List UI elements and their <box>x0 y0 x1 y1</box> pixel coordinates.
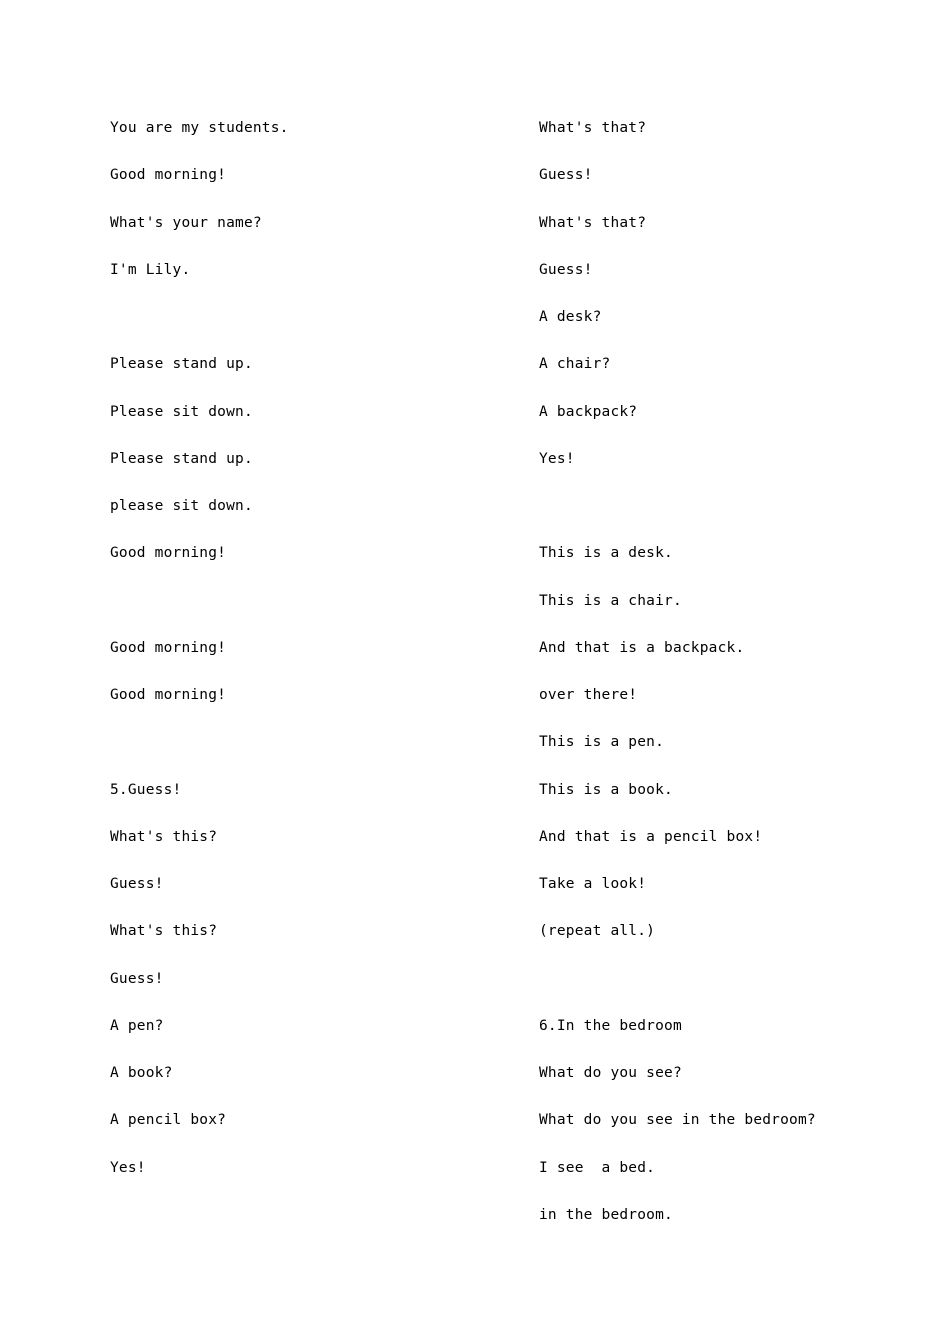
text-line: Please stand up. <box>110 356 253 373</box>
text-line <box>110 590 510 637</box>
text-line: in the bedroom. <box>539 1206 673 1223</box>
text-line: A backpack? <box>539 403 638 420</box>
text-line <box>539 495 939 542</box>
text-line: This is a book. <box>539 781 673 798</box>
text-line: Guess! <box>110 876 164 892</box>
text-line: What's this? <box>110 828 218 845</box>
text-line: A desk? <box>539 309 602 325</box>
text-line: Take a look! <box>539 876 647 892</box>
text-line: Please sit down. <box>110 403 253 420</box>
text-line: This is a desk. <box>539 545 673 562</box>
text-line: A pencil box? <box>110 1112 227 1129</box>
text-line: What's that? <box>539 214 647 231</box>
text-line: What do you see in the bedroom? <box>539 1112 816 1129</box>
text-line: (repeat all.) <box>539 923 656 940</box>
text-line: Good morning! <box>110 545 227 562</box>
text-line: over there! <box>539 687 638 703</box>
text-line: Guess! <box>110 970 164 987</box>
text-line: Guess! <box>539 261 593 278</box>
text-line: A pen? <box>110 1017 164 1034</box>
text-line: This is a chair. <box>539 592 682 609</box>
text-line <box>110 731 510 778</box>
text-line <box>539 968 939 1015</box>
text-line: 6.In the bedroom <box>539 1017 682 1034</box>
text-line: please sit down. <box>110 498 253 514</box>
text-line: Good morning! <box>110 167 227 184</box>
text-line: And that is a backpack. <box>539 639 745 656</box>
text-line <box>110 306 510 353</box>
text-line: A chair? <box>539 356 611 373</box>
text-line: What's your name? <box>110 214 262 231</box>
text-line: I'm Lily. <box>110 261 191 278</box>
text-line: I see a bed. <box>539 1159 656 1176</box>
text-line: Good morning! <box>110 687 227 703</box>
left-column <box>110 117 510 1204</box>
text-line: Guess! <box>539 167 593 184</box>
text-line: Please stand up. <box>110 450 253 467</box>
text-line: Yes! <box>539 450 575 467</box>
text-line: And that is a pencil box! <box>539 828 763 845</box>
text-line: What's that? <box>539 120 647 136</box>
text-line: This is a pen. <box>539 734 665 751</box>
text-line: You are my students. <box>110 120 289 136</box>
text-line: What do you see? <box>539 1065 682 1081</box>
right-column <box>539 117 939 1251</box>
text-line: Yes! <box>110 1159 146 1176</box>
text-line: A book? <box>110 1065 173 1081</box>
text-line: 5.Guess! <box>110 781 182 798</box>
text-line: Good morning! <box>110 639 227 656</box>
text-line: What's this? <box>110 923 218 940</box>
